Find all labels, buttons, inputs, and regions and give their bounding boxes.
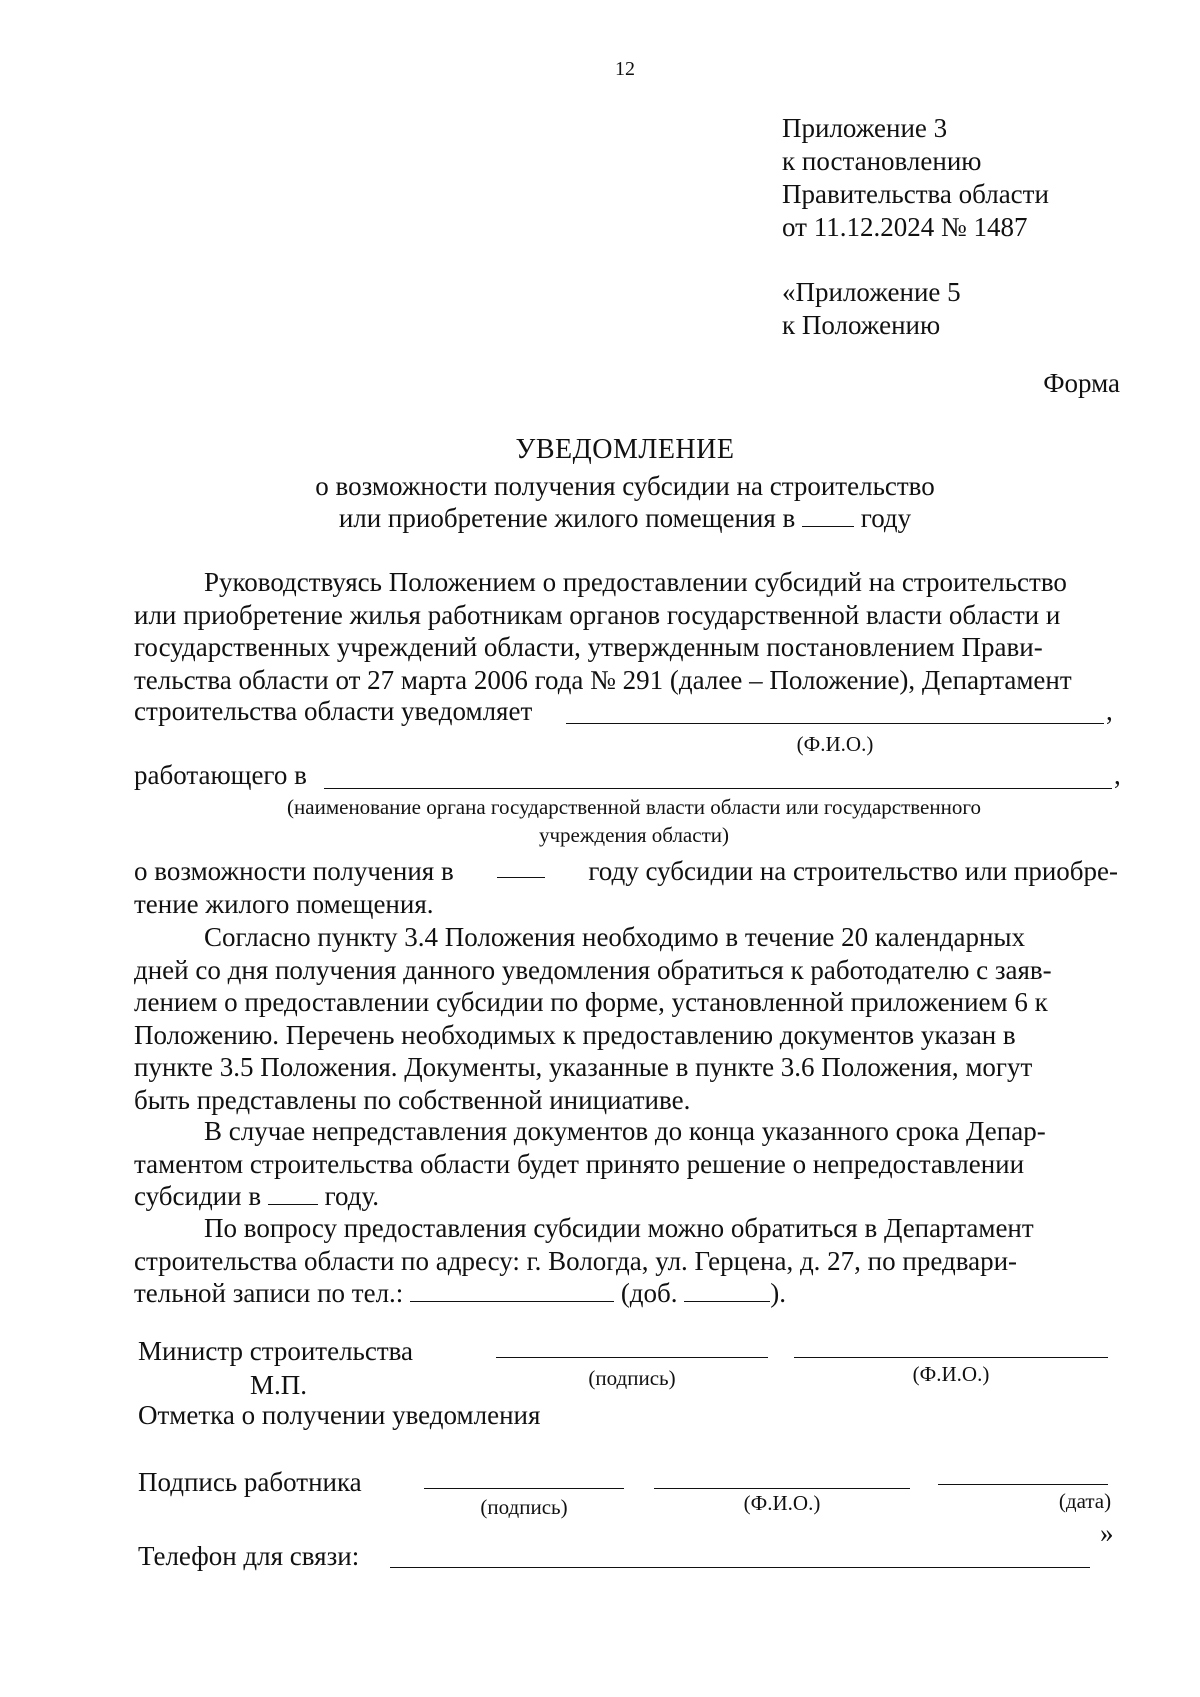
caption-fio: (Ф.И.О.) — [796, 732, 874, 756]
minister-signature-line[interactable] — [496, 1357, 768, 1358]
caption-org-line: учреждения области) — [539, 823, 729, 847]
appendix-sub-line: «Приложение 5 — [782, 277, 961, 307]
year-blank[interactable] — [802, 504, 854, 527]
subtitle-line: о возможности получения субсидии на строительство — [315, 471, 935, 501]
fio-blank-line[interactable] — [566, 723, 1104, 724]
paragraph-line: тельства области от 27 марта 2006 года № 291 (далее – Положение), Департамент — [134, 664, 1072, 695]
paragraph-line: тение жилого помещения. — [134, 888, 434, 919]
document-subtitle — [0, 470, 1200, 534]
paragraph-line: быть представлены по собственной инициативе. — [134, 1084, 691, 1115]
appendix-header-line: от 11.12.2024 № 1487 — [782, 212, 1028, 242]
minister-label: Министр строительства — [138, 1336, 414, 1366]
notify-label: строительства области уведомляет — [134, 696, 533, 726]
caption-date: (дата) — [1058, 1489, 1112, 1513]
paragraph-line: По вопросу предоставления субсидии можно обратиться в Департамент — [204, 1213, 1034, 1243]
paragraph-line: государственных учреждений области, утвержденным постановлением Прави- — [134, 632, 1043, 662]
paragraph-text: году субсидии на строительство или приобре- — [588, 856, 1118, 886]
subtitle-line — [0, 502, 1200, 534]
organization-blank-line[interactable] — [324, 788, 1112, 789]
closing-quote: » — [1100, 1518, 1114, 1548]
appendix-sub-line: к Положению — [782, 310, 941, 340]
appendix-header-line: к постановлению — [782, 146, 982, 176]
appendix-header-line: Приложение 3 — [782, 113, 948, 143]
caption-fio: (Ф.И.О.) — [912, 1362, 990, 1386]
mp-label: М.П. — [250, 1370, 308, 1400]
paragraph-line — [134, 855, 1118, 888]
paragraph-line: В случае непредставления документов до конца указанного срока Депар- — [204, 1116, 1046, 1146]
comma: , — [1114, 760, 1121, 790]
subtitle-text: году — [860, 503, 912, 533]
caption-worker-fio: (Ф.И.О.) — [743, 1491, 821, 1515]
paragraph-line: лением о предоставлении субсидии по форме, установленной приложением 6 к — [134, 987, 1048, 1017]
appendix-sub-header — [782, 276, 961, 342]
worker-fio-line[interactable] — [654, 1488, 910, 1489]
paragraph-line: Согласно пункту 3.4 Положения необходимо в течение 20 календарных — [204, 922, 1026, 952]
paragraph-line: строительства области по адресу: г. Вологда, ул. Герцена, д. 27, по предвари- — [134, 1245, 1018, 1276]
paragraph-text: субсидии в — [134, 1181, 262, 1211]
paragraph-line: пункте 3.5 Положения. Документы, указанные в пункте 3.6 Положения, могут — [134, 1052, 1033, 1082]
caption-worker-signature: (подпись) — [480, 1495, 568, 1519]
appendix-header — [782, 112, 1049, 244]
document-title: УВЕДОМЛЕНИЕ — [515, 434, 735, 465]
paragraph-possibility — [134, 855, 1118, 920]
page-number: 12 — [615, 58, 635, 80]
paragraph-line: Руководствуясь Положением о предоставлении субсидий на строительство — [204, 567, 1067, 597]
subtitle-text: или приобретение жилого помещения в — [338, 503, 796, 533]
form-label: Форма — [1043, 368, 1120, 398]
working-in-label: работающего в — [134, 760, 307, 790]
year-blank[interactable] — [268, 1182, 318, 1205]
worker-signature-line[interactable] — [424, 1488, 624, 1489]
paragraph-procedure — [134, 921, 1118, 1116]
year-blank[interactable] — [497, 855, 545, 878]
caption-organization — [134, 793, 1134, 849]
paragraph-line: Положению. Перечень необходимых к предоставлению документов указан в — [134, 1019, 1016, 1050]
date-line[interactable] — [938, 1484, 1108, 1485]
paragraph-text: (доб. — [620, 1278, 678, 1308]
worker-signature-label: Подпись работника — [138, 1467, 362, 1497]
paragraph-line — [134, 1277, 1118, 1310]
receipt-label: Отметка о получении уведомления — [138, 1400, 541, 1430]
paragraph-refusal — [134, 1115, 1118, 1213]
paragraph-text: году. — [324, 1181, 379, 1211]
paragraph-contact — [134, 1212, 1118, 1310]
appendix-header-line: Правительства области — [782, 179, 1049, 209]
paragraph-line — [134, 1180, 1118, 1213]
phone-label: Телефон для связи: — [138, 1541, 360, 1571]
caption-signature: (подпись) — [588, 1366, 676, 1390]
comma: , — [1106, 696, 1113, 726]
paragraph-text: о возможности получения в — [134, 856, 454, 886]
paragraph-line: таментом строительства области будет принято решение о непредоставлении — [134, 1148, 1025, 1179]
paragraph-text: ). — [770, 1278, 787, 1308]
minister-fio-line[interactable] — [794, 1357, 1108, 1358]
paragraph-line: или приобретение жилья работникам органов государственной власти области и — [134, 599, 1061, 630]
caption-org-line: (наименование органа государственной власти области или государственного — [287, 795, 981, 819]
paragraph-intro — [134, 566, 1118, 696]
paragraph-line: дней со дня получения данного уведомления обратиться к работодателю с заяв- — [134, 954, 1052, 985]
paragraph-text: тельной записи по тел.: — [134, 1278, 404, 1308]
phone-blank[interactable] — [410, 1279, 614, 1302]
extension-blank[interactable] — [684, 1279, 770, 1302]
phone-contact-line[interactable] — [390, 1567, 1090, 1568]
